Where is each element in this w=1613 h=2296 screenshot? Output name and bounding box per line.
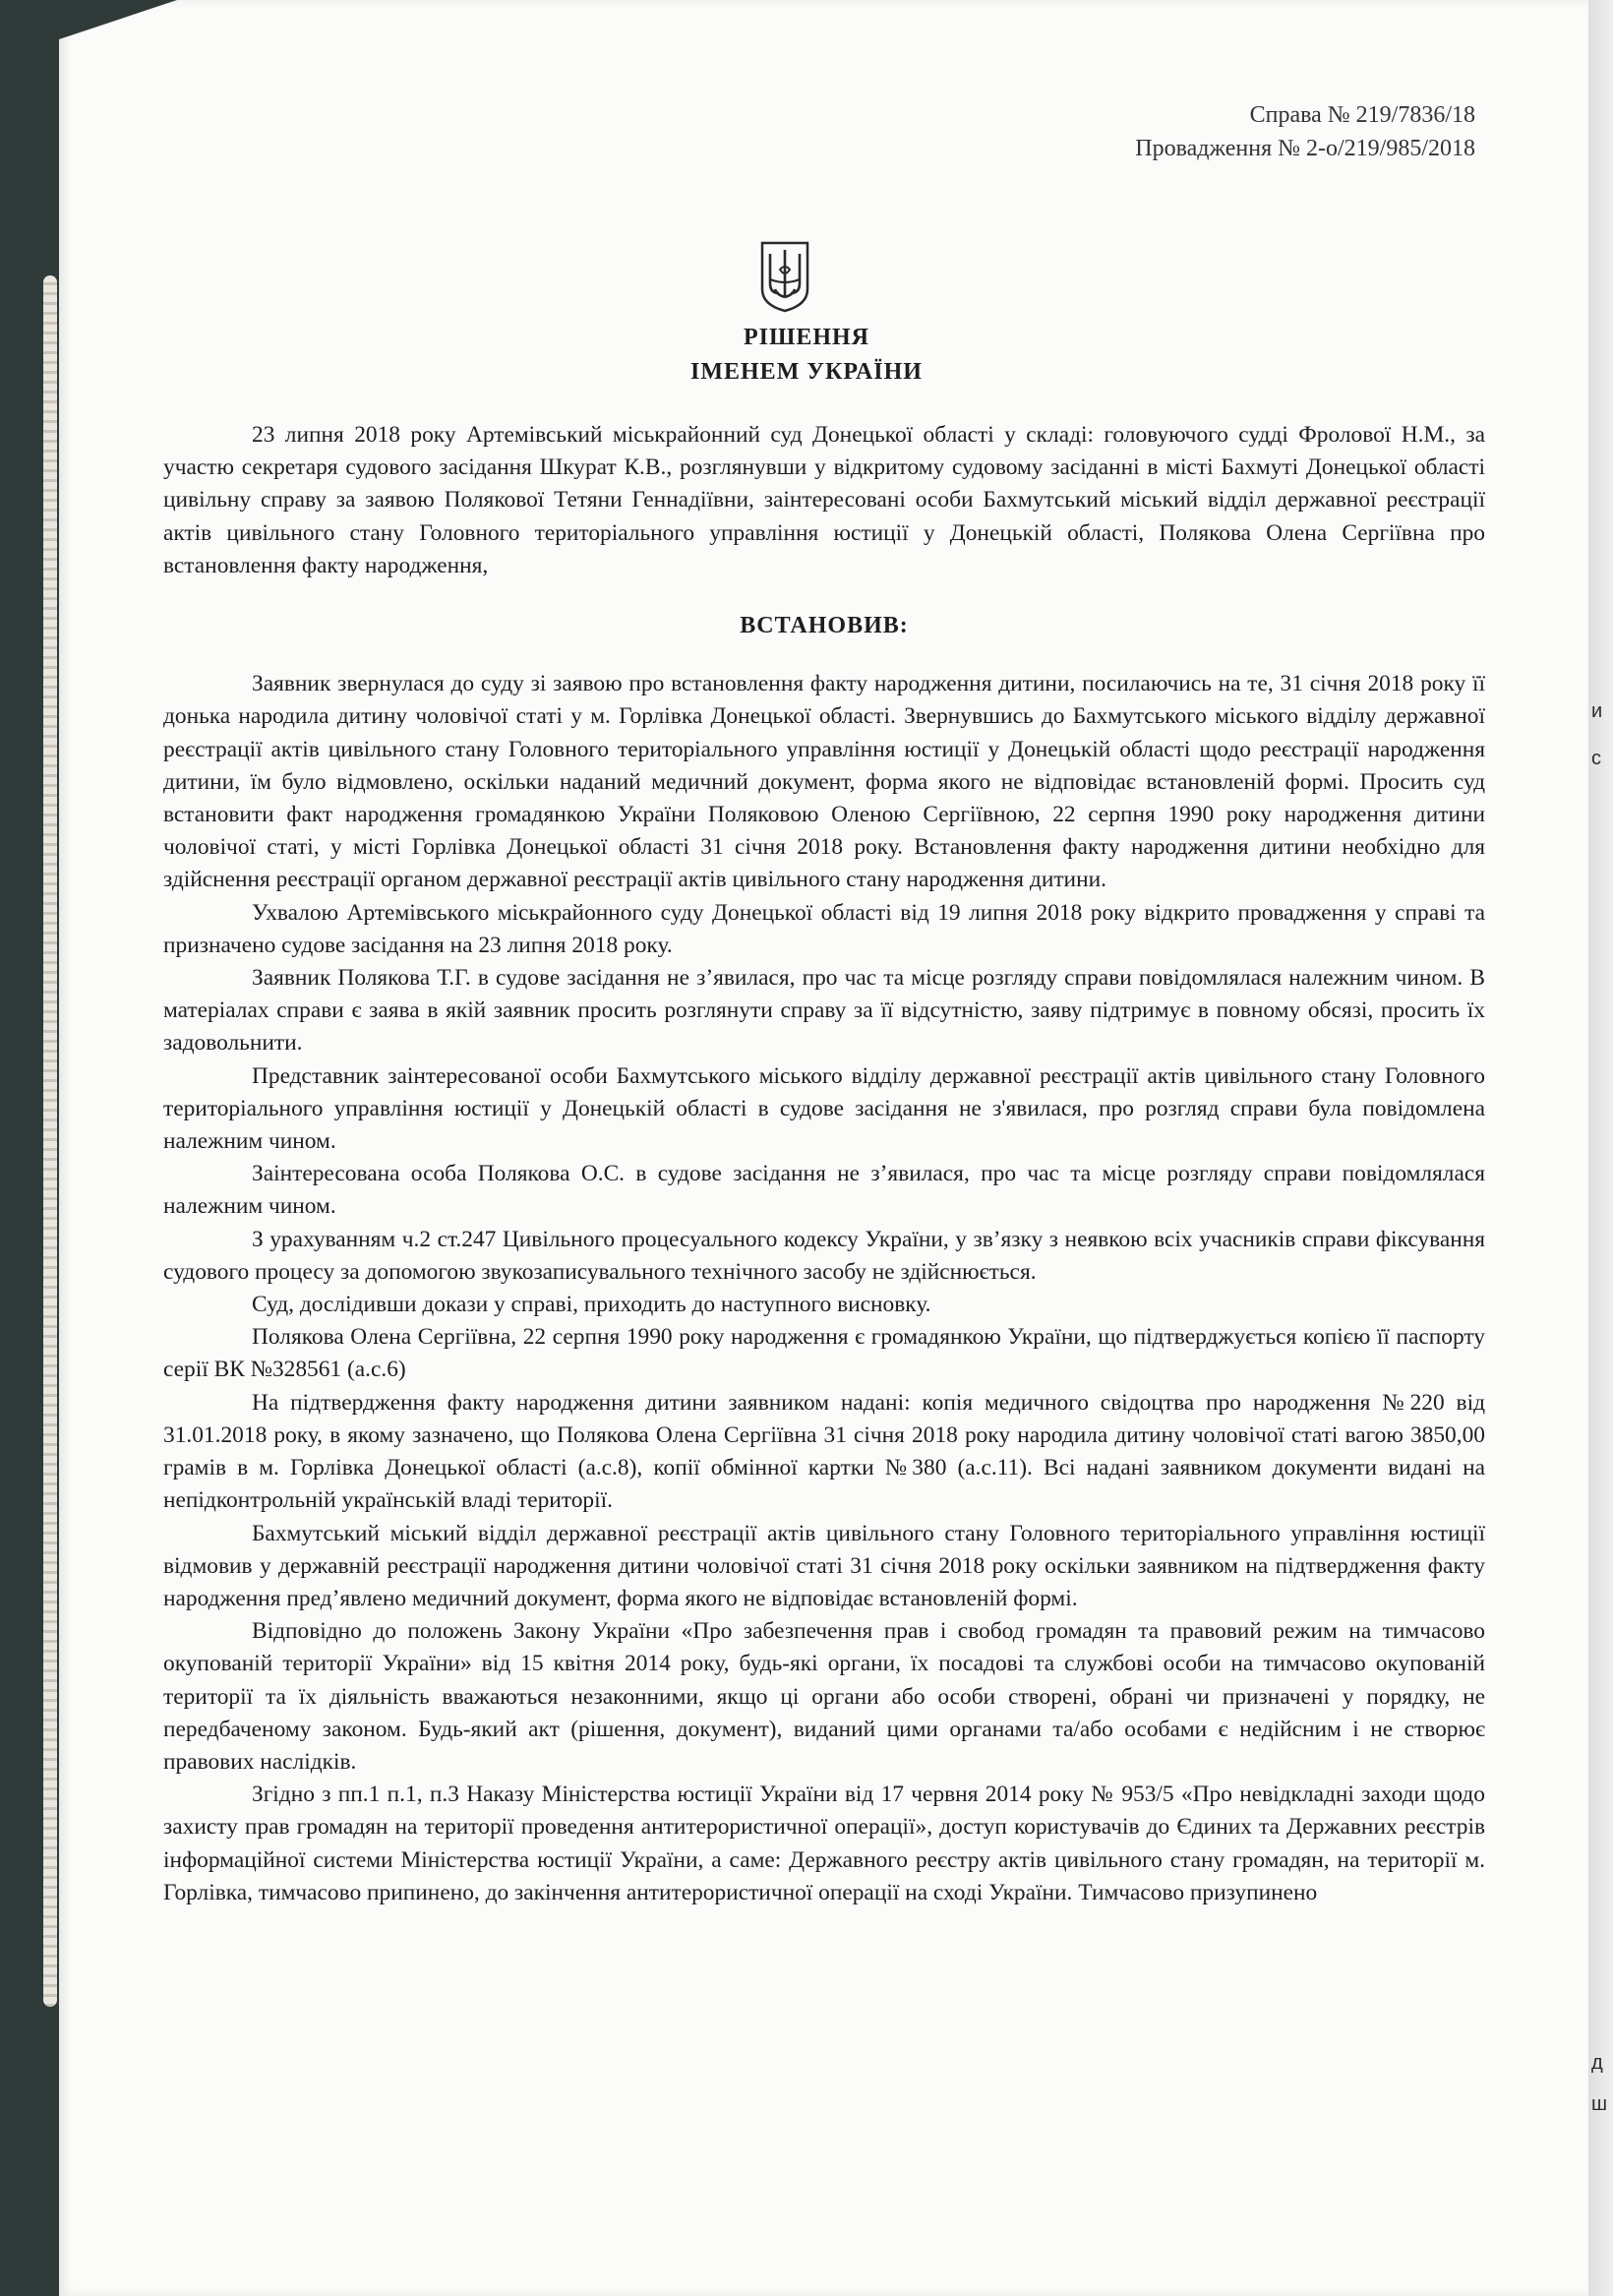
paragraph: З урахуванням ч.2 ст.247 Цивільного процесуального кодексу України, у зв’язку з неявкою всіх учасників справи фіксування судового процесу за допомогою звукозаписувального технічного засобу не здійснюється. — [163, 1226, 1485, 1285]
margin-fragment: и — [1591, 700, 1603, 722]
paragraph: Заявник Полякова Т.Г. в судове засідання не з’явилася, про час та місце розгляду справи повідомлялася належним чином. В матеріалах справи є заява в якій заявник просить розглянути справу за її відсутністю, заяву підтримує в повному обсязі, просить їх задовольнити. — [163, 965, 1485, 1057]
trident-icon — [759, 240, 810, 313]
paragraph: Згідно з пп.1 п.1, п.3 Наказу Міністерства юстиції України від 17 червня 2014 року № 953/5 «Про невідкладні заходи щодо захисту прав громадян на території проведення антитерористичної операції», доступ користувачів до Єдиних та Державних реєстрів інформаційної системи Міністерства юстиції України, а саме: Державного реєстру актів цивільного стану громадян, на території м. Горлівка, тимчасово припинено, до закінчення антитерористичної операції на сході України. Тимчасово призупинено — [163, 1782, 1485, 1905]
paragraph: Ухвалою Артемівського міськрайонного суду Донецької області від 19 липня 2018 року відкрито провадження у справі та призначено судове засідання на 23 липня 2018 року. — [163, 899, 1485, 958]
proceeding-number: Провадження № 2-о/219/985/2018 — [1135, 136, 1475, 161]
intro-paragraph: 23 липня 2018 року Артемівський міськрайонний суд Донецької області у складі: головуючого судді Фролової Н.М., за участю секретаря судового засідання Шкурат К.В., розглянувши у відкритому судовому засіданні в місті Бахмуті Донецької області цивільну справу за заявою Полякової Тетяни Геннадіївни, заінтересовані особи Бахмутський міський відділ державної реєстрації актів цивільного стану Головного територіального управління юстиції у Донецькій області, Полякова Олена Сергіївна про встановлення факту народження, — [163, 422, 1485, 578]
paragraph: Представник заінтересованої особи Бахмутського міського відділу державної реєстрації актів цивільного стану Головного територіального управління юстиції у Донецькій області в судове засідання не з'явилася, про розгляд справи була повідомлена належним чином. — [163, 1062, 1485, 1155]
margin-fragment: д — [1591, 2052, 1603, 2074]
case-number: Справа № 219/7836/18 — [1249, 102, 1475, 128]
title-line-decision: РІШЕННЯ — [743, 325, 870, 350]
decision-title — [0, 321, 1613, 390]
title-line-in-name-of-ukraine: ІМЕНЕМ УКРАЇНИ — [690, 359, 923, 385]
paragraph: Відповідно до положень Закону України «Про забезпечення прав і свобод громадян та правовий режим на тимчасово окупованій території України» від 15 квітня 2014 року, будь-які органи, їх посадові та службові особи на тимчасово окупованій території та їх діяльність вважаються незаконними, якщо ці органи або особи створені, обрані чи призначені у порядку, не передбаченому законом. Будь-який акт (рішення, документ), виданий цими органами та/або особами є недійсним і не створює правових наслідків. — [163, 1618, 1485, 1775]
decision-body — [163, 419, 1485, 1909]
paragraph: Бахмутський міський відділ державної реєстрації актів цивільного стану Головного територіального управління юстиції відмовив у державній реєстрації народження дитини чоловічої статі 31 січня 2018 року оскільки заявником на підтвердження факту народження пред’явлено медичний документ, форма якого не відповідає встановленій формі. — [163, 1520, 1485, 1611]
case-references — [1135, 98, 1475, 165]
paragraph: Суд, дослідивши докази у справі, приходить до наступного висновку. — [252, 1292, 931, 1318]
section-heading: ВСТАНОВИВ: — [740, 613, 909, 639]
paragraph: Заявник звернулася до суду зі заявою про встановлення факту народження дитини, посилаючись на те, 31 січня 2018 року її донька народила дитину чоловічої статі у м. Горлівка Донецької області. Звернувшись до Бахмутського міського відділу державної реєстрації актів цивільного стану Головного територіального управління юстиції у Донецькій області щодо реєстрації народження дитини, їм було відмовлено, оскільки наданий медичний документ, форма якого не відповідає встановленій формі. Просить суд встановити факт народження громадянкою України Поляковою Оленою Сергіївною, 22 серпня 1990 року народження дитини чоловічої статі, у місті Горлівка Донецької області 31 січня 2018 року. Встановлення факту народження дитини необхідно для здійснення реєстрації органом державної реєстрації актів цивільного стану народження дитини. — [163, 671, 1485, 893]
paragraph: Полякова Олена Сергіївна, 22 серпня 1990 року народження є громадянкою України, що підтверджується копією її паспорту серії ВК №328561 (а.с.6) — [163, 1324, 1485, 1383]
coat-of-arms-icon — [759, 240, 810, 313]
binding-thread — [43, 275, 57, 2007]
paragraph: На підтвердження факту народження дитини заявником надані: копія медичного свідоцтва про народження №220 від 31.01.2018 року, в якому зазначено, що Полякова Олена Сергіївна 31 січня 2018 року народила дитину чоловічої статі вагою 3850,00 грамів в м. Горлівка Донецької області (а.с.8), копії обмінної картки №380 (а.с.11). Всі надані заявником документи видані на непідконтрольній українській владі території. — [163, 1389, 1485, 1514]
margin-fragment: с — [1591, 748, 1601, 769]
margin-fragment: ш — [1591, 2093, 1608, 2115]
paragraph: Заінтересована особа Полякова О.С. в судове засідання не з’явилася, про час та місце розгляду справи повідомлялася належним чином. — [163, 1161, 1485, 1220]
